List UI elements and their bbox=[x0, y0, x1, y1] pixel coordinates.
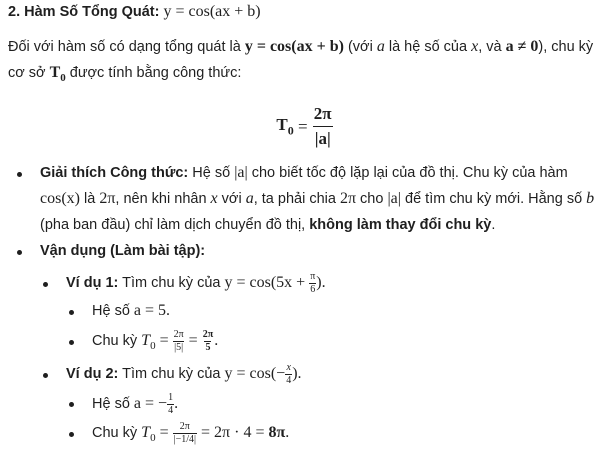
intro-text: (với bbox=[343, 39, 377, 55]
example-2-period: Chu kỳ $T_0$ = $\frac{2\pi}{|-1/4|}$ = 2π · 4 = 8π. bbox=[92, 421, 290, 445]
example-1-period: Chu kỳ $T_0$ = $\frac{2\pi}{|5|}$ = $\frac{2\pi}{5}$ . bbox=[92, 329, 219, 353]
example-1: Ví dụ 1: Tìm chu kỳ của y = cos(5x + $\frac{\pi}{6}$ ). bbox=[66, 271, 326, 295]
explain-item: Giải thích Công thức: Hệ số |a| cho biết tốc độ lặp lại của đồ thị. Chu kỳ của hàm cos(x) là 2π, nên khi nhân x với a, ta phải chia 2π cho |a| để tìm chu kỳ mới. Hằng số b (pha ban đầu) chỉ làm dịch chuyển đồ thị, không làm thay đổi chu kỳ. bbox=[40, 164, 595, 233]
bullet-icon bbox=[17, 250, 22, 255]
period-formula bbox=[0, 104, 610, 149]
formula-denominator: |a| bbox=[313, 126, 333, 149]
formula-fraction bbox=[312, 104, 334, 149]
apply-label: Vận dụng (Làm bài tập): bbox=[40, 243, 206, 259]
intro-text: được tính bằng công thức: bbox=[65, 65, 242, 81]
intro-text: Đối với hàm số có dạng tổng quát là bbox=[8, 39, 245, 55]
intro-paragraph bbox=[8, 34, 598, 91]
example-2: Ví dụ 2: Tìm chu kỳ của y = cos(− $\frac{x}{4}$ ). bbox=[66, 362, 302, 386]
bullet-icon bbox=[17, 172, 22, 177]
explain-label: Giải thích Công thức: bbox=[40, 165, 189, 181]
bullet-icon bbox=[43, 282, 48, 287]
var-x: x bbox=[471, 38, 479, 55]
heading-prefix: 2. Hàm Số Tổng Quát: bbox=[8, 4, 164, 20]
bullet-icon bbox=[69, 310, 74, 315]
period-symbol: $T_0$ bbox=[49, 64, 66, 85]
formula-equals: = bbox=[293, 116, 312, 136]
example-2-coef: Hệ số a = − $\frac{1}{4}$ . bbox=[92, 392, 179, 416]
formula-lhs: $T_0$ bbox=[276, 114, 294, 138]
bullet-icon bbox=[69, 340, 74, 345]
intro-text: là hệ số của bbox=[384, 39, 472, 55]
explain-bold: không làm thay đổi chu kỳ bbox=[309, 217, 492, 233]
var-a: a bbox=[376, 38, 385, 55]
intro-formula: y = cos(ax + b) bbox=[244, 38, 344, 55]
intro-condition: a ≠ 0 bbox=[505, 38, 539, 55]
formula-numerator: 2π bbox=[313, 104, 332, 123]
heading-formula: y = cos(ax + b) bbox=[163, 3, 261, 20]
section-heading bbox=[8, 3, 261, 21]
bullet-icon bbox=[43, 373, 48, 378]
bullet-icon bbox=[69, 402, 74, 407]
example-1-coef: Hệ số a = 5. bbox=[92, 302, 171, 319]
intro-text: ), chu kỳ cơ sở bbox=[8, 39, 594, 81]
bullet-icon bbox=[69, 432, 74, 437]
intro-text: , và bbox=[478, 39, 506, 55]
